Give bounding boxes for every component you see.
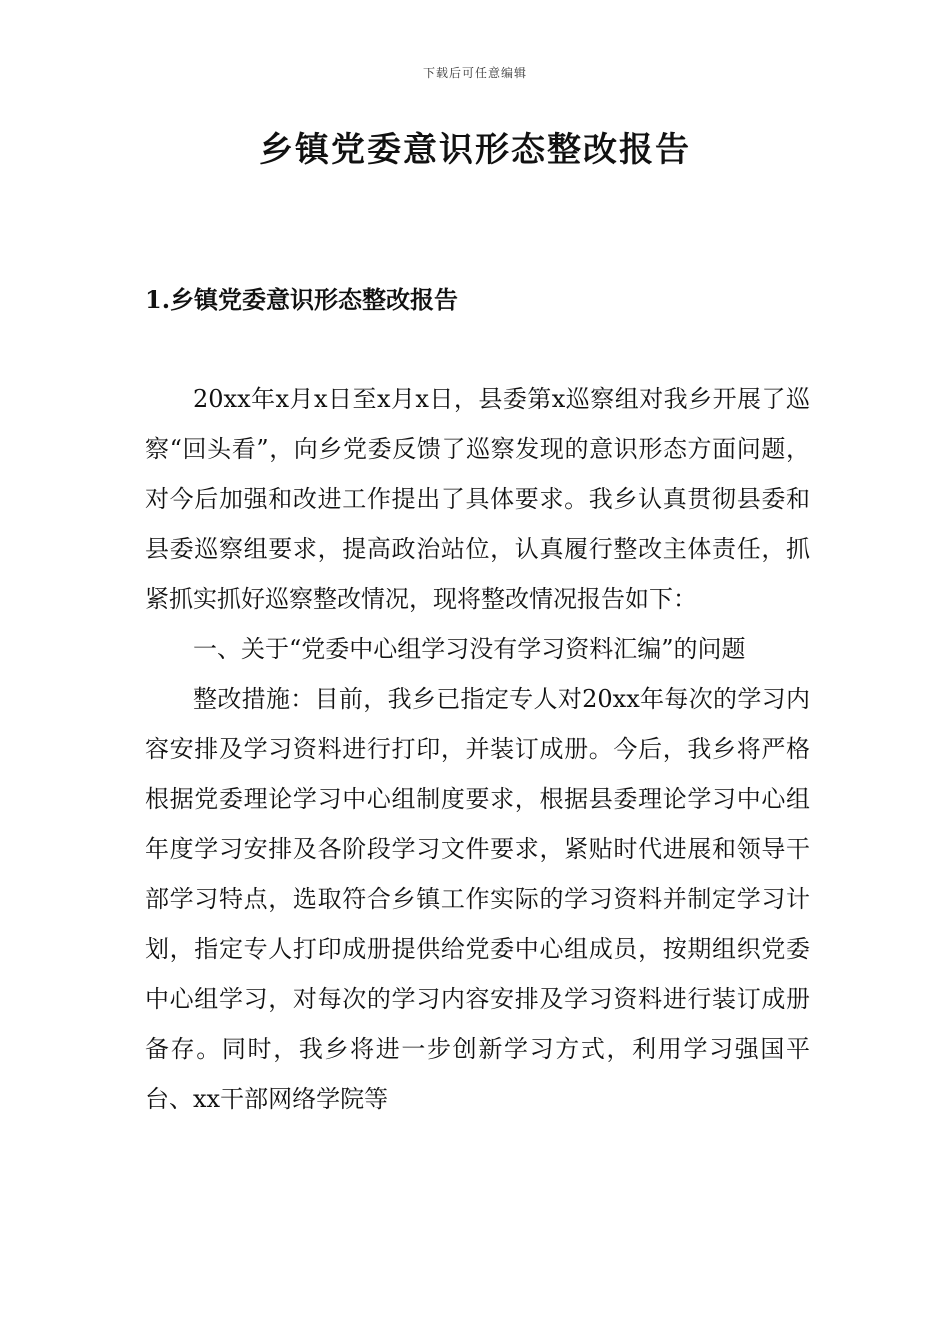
document-title: 乡镇党委意识形态整改报告 [259,130,691,170]
paragraph-issue-heading: 一、关于“党委中心组学习没有学习资料汇编”的问题 [193,635,746,663]
section-heading: 1.乡镇党委意识形态整改报告 [145,285,459,314]
paragraph-measures: 整改措施：目前，我乡已指定专人对20xx年每次的学习内容安排及学习资料进行打印，并装订成册。今后，我乡将严格根据党委理论学习中心组制度要求，根据县委理论学习中心组年度学习安排及各阶段学习文件要求，紧贴时代进展和领导干部学习特点，选取符合乡镇工作实际的学习资料并制定学习计划，指定专人打印成册提供给党委中心组成员，按期组织党委中心组学习，对每次的学习内容安排及学习资料进行装订成册备存。同时，我乡将进一步创新学习方式，利用学习强国平台、xx干部网络学院等 [145,685,810,1113]
document-body [145,374,810,1124]
header-note: 下载后可任意编辑 [422,66,527,80]
paragraph-intro: 20xx年x月x日至x月x日，县委第x巡察组对我乡开展了巡察“回头看”，向乡党委反馈了巡察发现的意识形态方面问题，对今后加强和改进工作提出了具体要求。我乡认真贯彻县委和县委巡察组要求，提高政治站位，认真履行整改主体责任，抓紧抓实抓好巡察整改情况，现将整改情况报告如下： [145,385,810,613]
